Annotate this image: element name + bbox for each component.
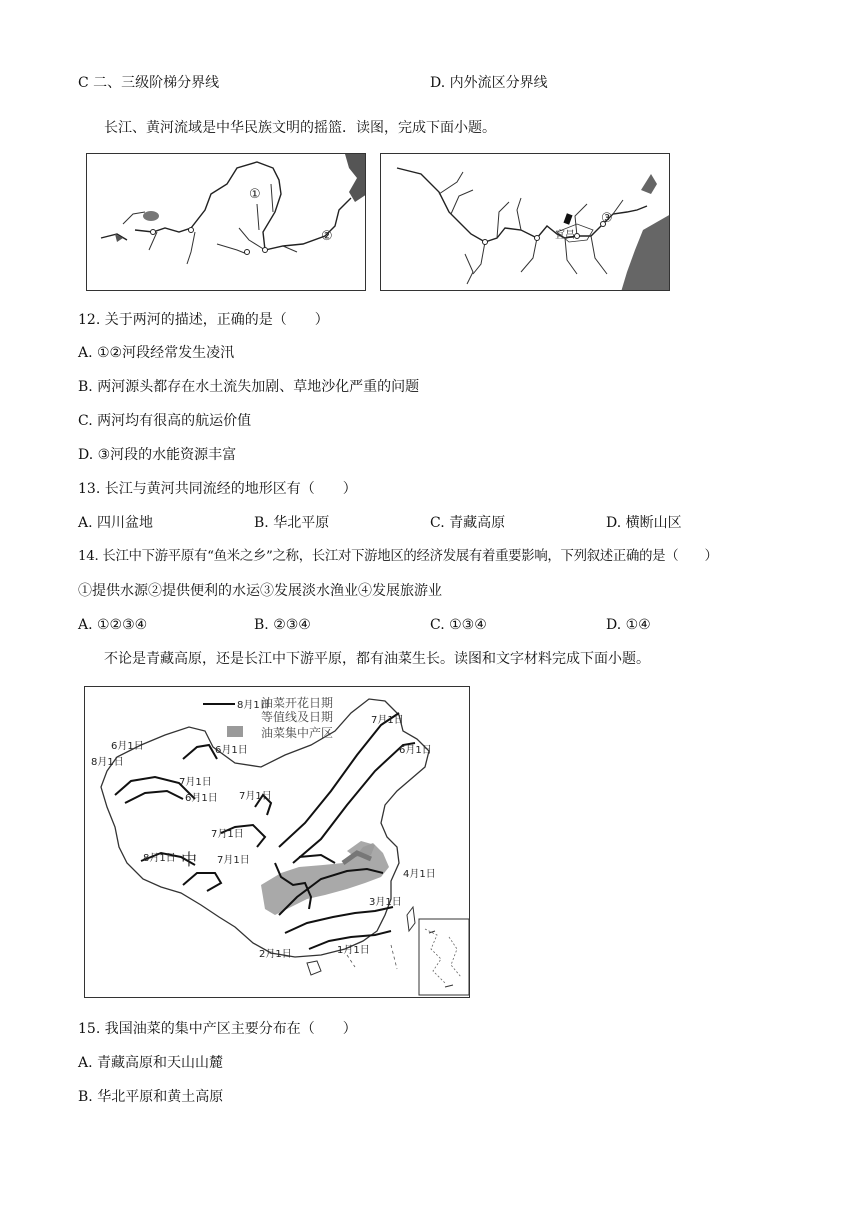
q14-option-b: B. ②③④ [254, 617, 311, 633]
map3-label-6: 6月1日 [185, 793, 218, 804]
rapeseed-map [84, 686, 470, 998]
intro-paragraph-2: 不论是青藏高原，还是长江中下游平原，都有油菜生长。读图和文字材料完成下面小题。 [104, 651, 650, 667]
q13-stem: 13. 长江与黄河共同流经的地形区有（ ） [78, 481, 357, 497]
map3-label-10b: 7月1日 [217, 855, 250, 866]
legend-area-text: 油菜集中产区 [261, 726, 334, 740]
q15-stem: 15. 我国油菜的集中产区主要分布在（ ） [78, 1021, 357, 1037]
map3-label-9: 中 [181, 850, 198, 869]
q15-option-b: B. 华北平原和黄土高原 [78, 1089, 224, 1105]
map3-label-2: 6月1日 [215, 745, 248, 756]
q12-option-b: B. 两河源头都存在水土流失加剧、草地沙化严重的问题 [78, 379, 420, 395]
map1-label-2: ② [321, 229, 333, 244]
map3-label-4: 7月1日 [179, 777, 212, 788]
yangtze-river-map [380, 153, 670, 291]
map3-label-14: 1月1日 [337, 945, 370, 956]
map1-label-1: ① [249, 187, 261, 202]
q13-option-b: B. 华北平原 [254, 515, 330, 531]
map3-label-15: 2月1日 [259, 949, 292, 960]
q14-option-a: A. ①②③④ [78, 617, 148, 633]
q14-option-c: C. ①③④ [430, 617, 487, 633]
q13-option-c: C. 青藏高原 [430, 515, 506, 531]
legend-line-value: 8月1日 [237, 700, 270, 711]
q14-items: ①提供水源②提供便利的水运③发展淡水渔业④发展旅游业 [78, 583, 442, 599]
map3-label-5: 6月1日 [399, 745, 432, 756]
q15-option-a: A. 青藏高原和天山山麓 [78, 1055, 224, 1071]
map3-label-3: 8月1日 [91, 757, 124, 768]
intro-paragraph-1: 长江、黄河流域是中华民族文明的摇篮．读图，完成下面小题。 [104, 120, 496, 136]
q14-stem: 14. 长江中下游平原有“鱼米之乡”之称，长江对下游地区的经济发展有着重要影响，下列叙述正确的是（ ） [78, 549, 718, 564]
legend-line-text-2: 等值线及日期 [261, 710, 334, 724]
map3-label-12: 4月1日 [403, 869, 436, 880]
map3-label-8: 8月1日 [143, 853, 176, 864]
q12-option-a: A. ①②河段经常发生凌汛 [78, 345, 235, 361]
map3-label-13: 3月1日 [369, 897, 402, 908]
map3-label-7: 7月1日 [239, 791, 272, 802]
map3-label-1: 6月1日 [111, 741, 144, 752]
q13-option-a: A. 四川盆地 [78, 515, 154, 531]
q12-stem: 12. 关于两河的描述，正确的是（ ） [78, 312, 329, 328]
option-d-top: D. 内外流区分界线 [430, 75, 548, 91]
legend-line-text-1: 油菜开花日期 [261, 696, 334, 710]
yellow-river-map [86, 153, 366, 291]
option-c-top: C 二、三级阶梯分界线 [78, 75, 220, 91]
q12-option-d: D. ③河段的水能资源丰富 [78, 447, 237, 463]
q12-option-c: C. 两河均有很高的航运价值 [78, 413, 252, 429]
map2-label-3: ③ [601, 211, 613, 226]
q13-option-d: D. 横断山区 [606, 515, 682, 531]
map3-label-10: 7月1日 [211, 829, 244, 840]
map3-label-0: 7月1日 [371, 715, 404, 726]
map2-city-label: 宜昌 [555, 230, 575, 241]
q14-option-d: D. ①④ [606, 617, 651, 633]
